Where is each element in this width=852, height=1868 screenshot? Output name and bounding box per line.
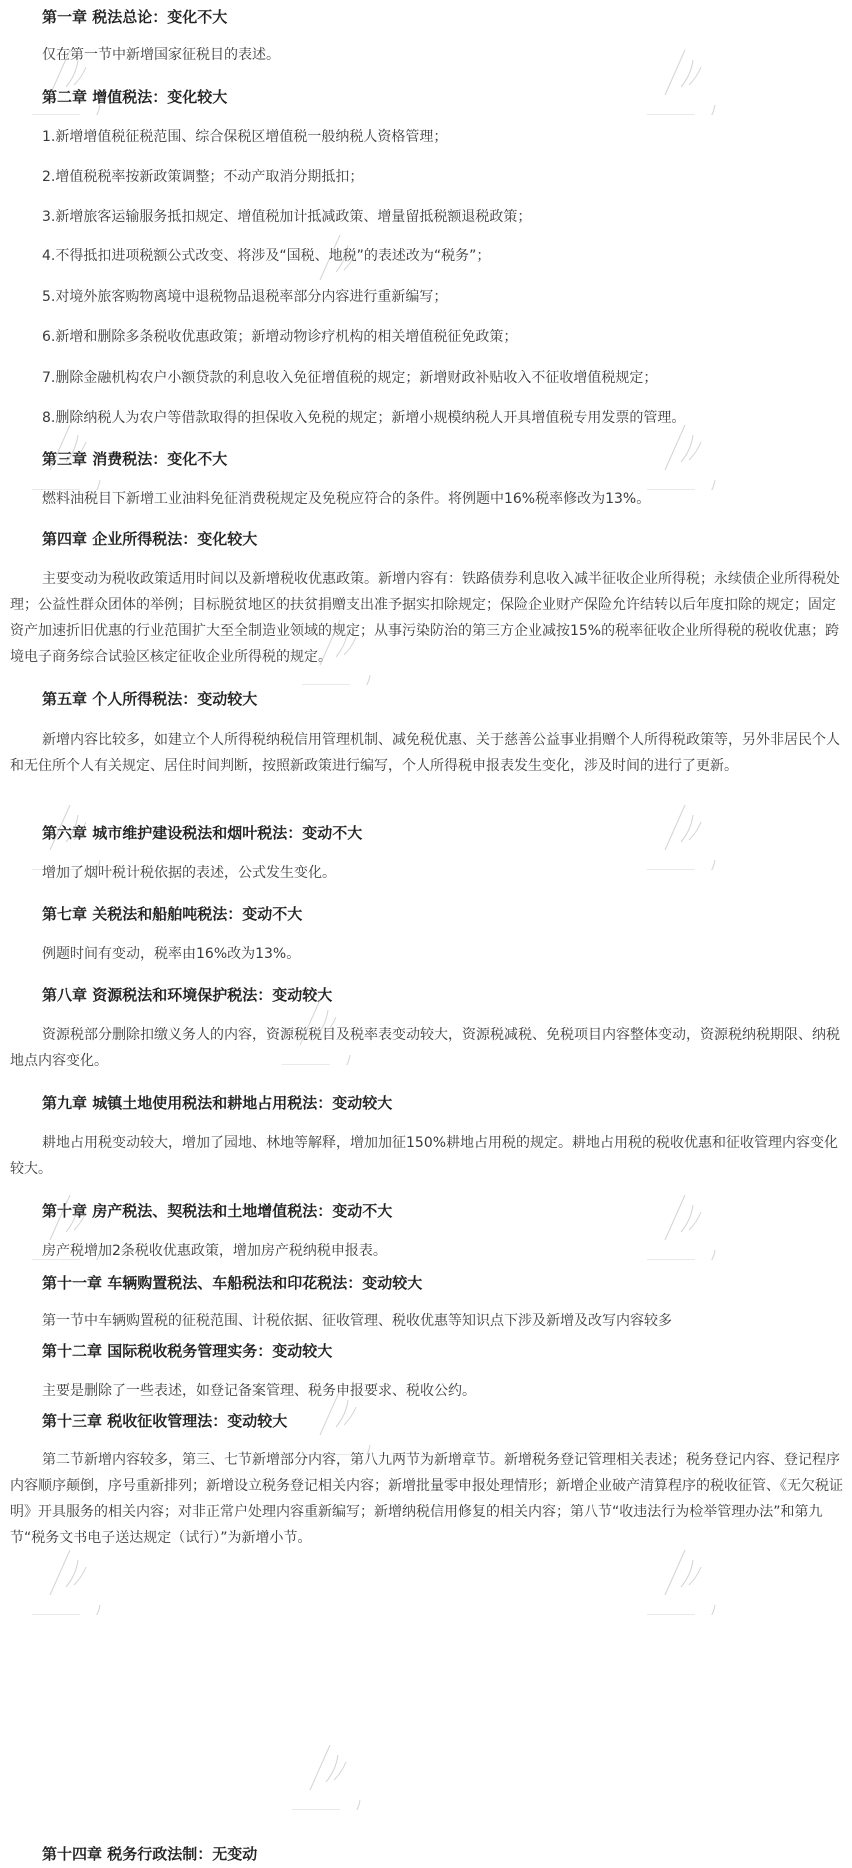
paragraph: 新增内容比较多，如建立个人所得税纳税信用管理机制、减免税优惠、关于慈善公益事业捐赠个人所得税政策等，另外非居民个人和无住所个人有关规定、居住时间判断，按照新政策进行编写，个人所得税申报表发生变化，涉及时间的进行了更新。	[10, 732, 840, 774]
paragraph: 燃料油税目下新增工业油料免征消费税规定及免税应符合的条件。将例题中16%税率修改为13%。	[42, 491, 651, 507]
list-item: 2.增值税税率按新政策调整；不动产取消分期抵扣；	[42, 169, 364, 185]
chapter-heading: 第五章 个人所得税法：变动较大	[42, 690, 258, 708]
chapter-heading: 第九章 城镇土地使用税法和耕地占用税法：变动较大	[42, 1094, 393, 1112]
paragraph: 增加了烟叶税计税依据的表述，公式发生变化。	[42, 865, 336, 881]
paragraph: 房产税增加2条税收优惠政策，增加房产税纳税申报表。	[42, 1243, 387, 1259]
chapter-heading: 第六章 城市维护建设税法和烟叶税法：变动不大	[42, 824, 363, 842]
list-item: 1.新增增值税征税范围、综合保税区增值税一般纳税人资格管理；	[42, 129, 448, 145]
paragraph: 第一节中车辆购置税的征税范围、计税依据、征收管理、税收优惠等知识点下涉及新增及改写内容较多	[42, 1313, 672, 1329]
watermark-squiggle-icon	[30, 1545, 120, 1615]
chapter-heading: 第二章 增值税法：变化较大	[42, 88, 228, 106]
watermark-squiggle-icon	[290, 1740, 380, 1810]
chapter-heading: 第十二章 国际税收税务管理实务：变动较大	[42, 1342, 333, 1360]
paragraph: 耕地占用税变动较大，增加了园地、林地等解释，增加加征150%耕地占用税的规定。耕地占用税的税收优惠和征收管理内容变化较大。	[10, 1135, 839, 1177]
chapter-heading: 第八章 资源税法和环境保护税法：变动较大	[42, 986, 333, 1004]
chapter-heading: 第十三章 税收征收管理法：变动较大	[42, 1412, 288, 1430]
paragraph: 例题时间有变动，税率由16%改为13%。	[42, 946, 301, 962]
paragraph: 主要是删除了一些表述，如登记备案管理、税务申报要求、税收公约。	[42, 1383, 476, 1399]
chapter-heading: 第十四章 税务行政法制：无变动	[42, 1845, 258, 1863]
paragraph: 资源税部分删除扣缴义务人的内容，资源税税目及税率表变动较大，资源税减税、免税项目内容整体变动，资源税纳税期限、纳税地点内容变化。	[10, 1027, 840, 1069]
paragraph: 仅在第一节中新增国家征税目的表述。	[42, 47, 280, 63]
list-item: 7.删除金融机构农户小额贷款的利息收入免征增值税的规定；新增财政补贴收入不征收增值税规定；	[42, 370, 658, 386]
list-item: 5.对境外旅客购物离境中退税物品退税率部分内容进行重新编写；	[42, 289, 448, 305]
chapter-heading: 第三章 消费税法：变化不大	[42, 450, 228, 468]
list-item: 6.新增和删除多条税收优惠政策；新增动物诊疗机构的相关增值税征免政策；	[42, 329, 518, 345]
paragraph: 第二节新增内容较多，第三、七节新增部分内容，第八九两节为新增章节。新增税务登记管理相关表述；税务登记内容、登记程序内容顺序颠倒，序号重新排列；新增设立税务登记相关内容；新增批量零申报处理情形；新增企业破产清算程序的税收征管、《无欠税证明》开具服务的相关内容；对非正常户处理内容重新编写；新增纳税信用修复的相关内容；第八节“收违法行为检举管理办法”和第九节“税务文书电子送达规定（试行）”为新增小节。	[10, 1452, 843, 1546]
paragraph: 主要变动为税收政策适用时间以及新增税收优惠政策。新增内容有：铁路债券利息收入减半征收企业所得税；永续债企业所得税处理；公益性群众团体的举例；目标脱贫地区的扶贫捐赠支出准予据实扣除规定；保险企业财产保险允许结转以后年度扣除的规定；固定资产加速折旧优惠的行业范围扩大至全制造业领域的规定；从事污染防治的第三方企业减按15%的税率征收企业所得税的税收优惠；跨境电子商务综合试验区核定征收企业所得税的规定。	[10, 571, 840, 665]
chapter-heading: 第十一章 车辆购置税法、车船税法和印花税法：变动较大	[42, 1274, 423, 1292]
watermark-squiggle-icon	[645, 1545, 735, 1615]
list-item: 4.不得抵扣进项税额公式改变、将涉及“国税、地税”的表述改为“税务”；	[42, 248, 491, 264]
list-item: 8.删除纳税人为农户等借款取得的担保收入免税的规定；新增小规模纳税人开具增值税专用发票的管理。	[42, 410, 686, 426]
chapter-heading: 第一章 税法总论：变化不大	[42, 8, 228, 26]
list-item: 3.新增旅客运输服务抵扣规定、增值税加计抵减政策、增量留抵税额退税政策；	[42, 209, 532, 225]
chapter-heading: 第十章 房产税法、契税法和土地增值税法：变动不大	[42, 1202, 393, 1220]
chapter-heading: 第七章 关税法和船舶吨税法：变动不大	[42, 905, 303, 923]
chapter-heading: 第四章 企业所得税法：变化较大	[42, 530, 258, 548]
